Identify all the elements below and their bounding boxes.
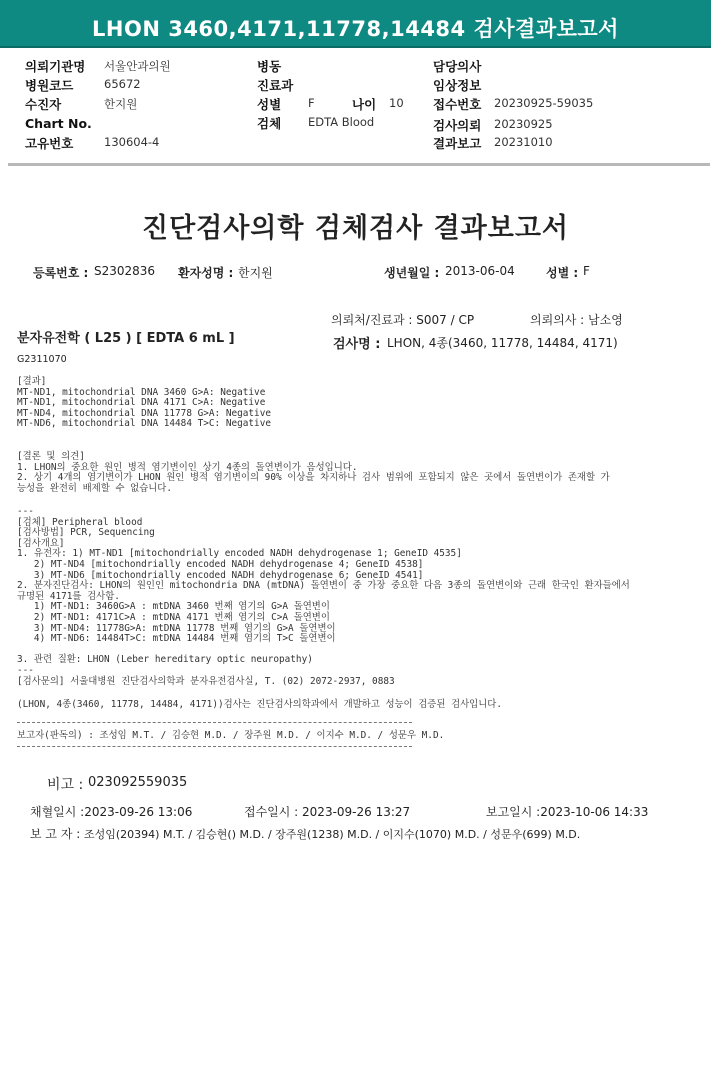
label-attending-doctor: 담당의사 [433,59,482,74]
sex-label: 성별 : [546,266,579,280]
patient-name-label: 환자성명 : [178,266,234,280]
label-ward: 병동 [257,59,282,74]
label-chart-no: Chart No. [25,116,92,131]
collection-datetime: 채혈일시 :2023-09-26 13:06 [30,805,193,819]
value-receipt-no: 20230925-59035 [494,96,594,110]
conclusion-block: [결론 및 의견] 1. LHON의 중요한 원인 병적 염기변이인 상기 4종의 돌연변이가 음성입니다. 2. 상기 4개의 염기변이가 LHON 원인 병적 염기변이의 90% 이상을 차지하나 검사 범위에 포함되지 않은 곳에서 돌연변이가 존재할 가 능성을 완전히 배제할 수 없습니다. [17,451,610,494]
value-test-request: 20230925 [494,117,553,131]
remark-label: 비고 : [47,777,84,793]
label-result-report: 결과보고 [433,136,482,151]
specimen-code: G2311070 [17,354,67,365]
value-unique-no: 130604-4 [104,135,160,149]
label-receipt-no: 접수번호 [433,97,482,112]
report-header-bar [0,0,711,48]
lab-note: (LHON, 4종(3460, 11778, 14484, 4171))검사는 진단검사의학과에서 개발하고 성능이 검증된 검사입니다. [17,699,502,710]
method-block: --- [검체] Peripheral blood [검사방법] PCR, Sequencing [검사개요] 1. 유전자: 1) MT-ND1 [mitochondrially encoded NADH dehydrogenase 1; GeneID 4535] 2) MT-ND4 [mitochondrially encoded NADH dehydrogenase 4; GeneID 4538] 3) MT-ND6 [mitochondrially encoded NADH dehydrogenase 6; GeneID 4541] 2. 분자진단검사: LHON의 원인인 mitochondria DNA (mtDNA) 돌연변이 중 가장 중요한 다음 3종의 돌연변이와 근래 한국인 환자들에서 규명된 4171를 검사함. 1) MT-ND1: 3460G>A : mtDNA 3460 번째 염기의 G>A 돌연변이 2) MT-ND1: 4171C>A : mtDNA 4171 번째 염기의 C>A 돌연변이 3) MT-ND4: 11778G>A: mtDNA 11778 번째 염기의 G>A 돌연변이 4) MT-ND6: 14484T>C: mtDNA 14484 번째 염기의 T>C 돌연변이 3. 관련 질환: LHON (Leber hereditary optic neuropathy) --- [검사문의] 서울대병원 진단검사의학과 분자유전검사실, T. (02) 2072-2937, 0883 [17,506,630,687]
dashed-rule-bottom [17,746,412,747]
result-block: [결과] MT-ND1, mitochondrial DNA 3460 G>A: Negative MT-ND1, mitochondrial DNA 4171 C>A: Negative MT-ND4, mitochondrial DNA 11778 G>A: Negative MT-ND6, mitochondrial DNA 14484 T>C: Negative [17,376,271,430]
label-department: 진료과 [257,78,294,93]
label-unique-no: 고유번호 [25,136,74,151]
reporter-line: 보고자(판독의) : 조성임 M.T. / 김승현 M.D. / 장주원 M.D. / 이지수 M.D. / 성문우 M.D. [17,730,445,741]
label-specimen: 검체 [257,116,282,131]
label-requesting-org: 의뢰기관명 [25,59,86,74]
test-name-label: 검사명 : [333,337,381,352]
test-name-value: LHON, 4종(3460, 11778, 14484, 4171) [387,336,618,350]
reporter-value: 조성임(20394) M.T. / 김승현() M.D. / 장주원(1238) M.D. / 이지수(1070) M.D. / 성문우(699) M.D. [84,828,581,841]
patient-info-grid [0,52,711,152]
label-test-request: 검사의뢰 [433,118,482,133]
section-title: 분자유전학 ( L25 ) [ EDTA 6 mL ] [17,331,235,346]
reporter-label: 보 고 자 : [30,827,81,841]
document-title: 진단검사의학 검체검사 결과보고서 [141,213,570,244]
value-specimen: EDTA Blood [308,115,375,129]
label-sex: 성별 [257,97,282,112]
value-hospital-code: 65672 [104,77,141,91]
referring-doctor: 의뢰의사 : 남소영 [530,313,623,327]
reg-no-label: 등록번호 : [33,266,89,280]
sex-value: F [583,264,590,278]
header-divider [8,163,710,166]
value-requesting-org: 서울안과의원 [104,59,171,73]
referring-dept: 의뢰처/진료과 : S007 / CP [331,313,475,327]
dob-value: 2013-06-04 [445,264,515,278]
report-header-title: LHON 3460,4171,11778,14484 검사결과보고서 [92,17,619,41]
report-datetime: 보고일시 :2023-10-06 14:33 [486,805,649,819]
label-hospital-code: 병원코드 [25,78,74,93]
label-patient: 수진자 [25,97,62,112]
label-clinical-info: 임상정보 [433,78,482,93]
patient-name-value: 한지원 [238,266,273,280]
value-sex: F [308,96,315,110]
receipt-datetime: 접수일시 : 2023-09-26 13:27 [244,805,411,819]
reg-no-value: S2302836 [94,264,156,278]
value-age: 10 [389,96,404,110]
dob-label: 생년월일 : [384,266,440,280]
value-patient: 한지원 [104,97,138,111]
remark-value: 023092559035 [88,775,188,790]
dashed-rule-top [17,722,412,723]
label-age: 나이 [352,97,377,112]
value-result-report: 20231010 [494,135,553,149]
